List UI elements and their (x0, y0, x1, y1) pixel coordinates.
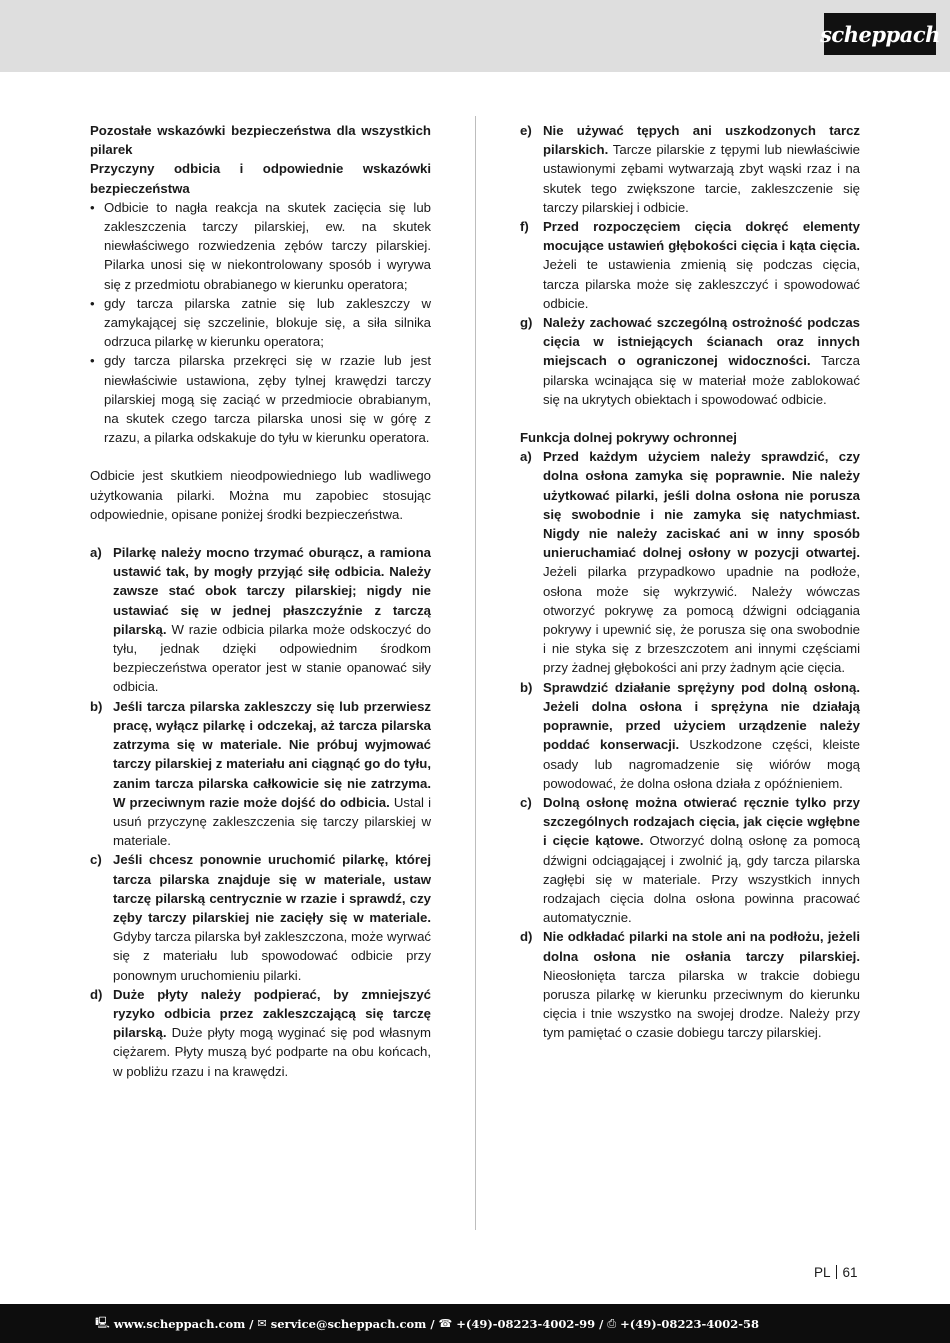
right-column (520, 121, 860, 1043)
language-code: PL (814, 1265, 831, 1280)
list-item: c) Jeśli chcesz ponownie uruchomić pilarkę, której tarcza pilarska znajduje się w materiale, ustaw tarczę pilarską centrycznie w rzazie i sprawdź, czy zęby tarczy pilarskiej nie zacięły się w materiale. Gdyby tarcza pilarska był zakleszczona, może wyrwać się z materiału lub spowodować odbicie przy ponownym uruchomieniu pilarki. (90, 852, 431, 983)
list-item: g) Należy zachować szczególną ostrożność podczas cięcia w istniejących ścianach oraz innych miejscach o ograniczonej widoczności. Tarcza pilarska wcinająca się w materiał może zablokować się na ukrytych obiektach i spowodować odbicie. (520, 315, 860, 407)
bullet-item: • gdy tarcza pilarska przekręci się w rzazie lub jest niewłaściwie ustawiona, zęby tylnej krawędzi tarczy pilarskiej mogą się zaciąć w przedmiocie obrabianym, na skutek czego tarcza pilarska unosi się w górę z rzazu, a pilarka odskakuje do tyłu w kierunku operatora. (90, 351, 431, 447)
list-item: d) Duże płyty należy podpierać, by zmniejszyć ryzyko odbicia przez zakleszczającą się tarczę pilarską. Duże płyty mogą wyginać się pod własnym ciężarem. Płyty muszą być podparte na obu końcach, w pobliżu rzazu i na krawędzi. (90, 986, 431, 1079)
mail-icon: ✉ (257, 1317, 267, 1330)
list-item: e) Nie używać tępych ani uszkodzonych tarcz pilarskich. Tarcze pilarskie z tępymi lub niewłaściwie ustawionymi zębami wytwarzają zbyt wąski rzaz i na skutek tego zwiększone tarcie, zakleszczenie się tarczy pilarskiej i odbicie. (520, 123, 860, 215)
list-item: c) Dolną osłonę można otwierać ręcznie tylko przy szczególnych rodzajach cięcia, jak cięcie wgłębne i cięcie kątowe. Otworzyć dolną osłonę za pomocą dźwigni odciągającej i zwolnić ją, gdy tarcza pilarska zagłębi się w materiale. Przy wszystkich innych rodzajach cięcia dolna osłona powinna pracować automatycznie. (520, 794, 860, 926)
brand-logo: scheppach (824, 13, 936, 55)
footer-email[interactable]: service@scheppach.com / (270, 1316, 435, 1331)
bullet-icon: • (90, 295, 95, 311)
phone-icon: ☎ (438, 1317, 453, 1330)
bullet-item: • gdy tarcza pilarska zatnie się lub zakleszczy w zamykającej się szczelinie, blokuje się, a siła silnika odrzuca pilarkę w kierunku operatora; (90, 294, 431, 352)
list-item: f) Przed rozpoczęciem cięcia dokręć elementy mocujące ustawień głębokości cięcia i kąta cięcia. Jeżeli te ustawienia zmienią się podczas cięcia, tarcza pilarska może się zakleszczyć i spowodować odbicie. (520, 219, 860, 311)
section-heading: Pozostałe wskazówki bezpieczeństwa dla wszystkich pilarek (90, 123, 431, 158)
subsection-heading: Przyczyny odbicia i odpowiednie wskazówki bezpieczeństwa (90, 161, 431, 196)
section-heading: Funkcja dolnej pokrywy ochronnej (520, 430, 737, 446)
bullet-icon: • (90, 199, 95, 215)
fax-icon: ⎙ (607, 1316, 617, 1330)
bullet-icon: • (90, 353, 95, 369)
bullet-item: • Odbicie to nagła reakcja na skutek zacięcia się lub zakleszczenia tarczy pilarskiej, ew. na skutek niewłaściwego rozwiedzenia zębów tarczy pilarskiej. Pilarka unosi się w niekontrolowany sposób i wyrywa się z przedmiotu obrabianego w kierunku operatora; (90, 198, 431, 294)
left-column (90, 121, 431, 1081)
list-item: a) Pilarkę należy mocno trzymać oburącz, a ramiona ustawić tak, by mogły przyjąć siłę odbicia. Należy zawsze stać obok tarczy pilarskiej; nigdy nie ustawiać się w jednej płaszczyźnie z tarczą pilarską. W razie odbicia pilarka może odskoczyć do tyłu, jednak dzięki odpowiednim środkom bezpieczeństwa operator jest w stanie opanować siły odbicia. (90, 545, 431, 695)
column-divider (475, 116, 476, 1230)
list-item: b) Sprawdzić działanie sprężyny pod dolną osłoną. Jeżeli dolna osłona i sprężyna nie działają poprawnie, przed użyciem urządzenie należy poddać konserwacji. Uszkodzone części, kleiste osady lub nagromadzenie się wiórów mogą powodować, że dolna osłona działa z opóźnieniem. (520, 679, 860, 791)
computer-icon: 🖳 (95, 1316, 110, 1329)
footer-phone: +(49)-08223-4002-99 / (456, 1316, 604, 1331)
footer-bar (0, 1304, 950, 1343)
list-item: d) Nie odkładać pilarki na stole ani na podłożu, jeżeli dolna osłona nie osłania tarczy pilarskiej. Nieosłonięta tarcza pilarska w trakcie dobiegu porusza pilarkę w kierunku przeciwnym do kierunku cięcia i tnie wszystko na swojej drodze. Należy przy tym pamiętać o czasie dobiegu tarczy pilarskiej. (520, 929, 860, 1041)
list-item: b) Jeśli tarcza pilarska zakleszczy się lub przerwiesz pracę, wyłącz pilarkę i odczekaj, aż tarcza pilarska zatrzyma się w materiale. Nie próbuj wyjmować tarczy pilarskiej z materiału ani ciągnąć go do tyłu, zanim tarcza pilarska całkowicie się nie zatrzyma. W przeciwnym razie może dojść do odbicia. Ustal i usuń przyczynę zakleszczenia się tarczy pilarskiej w materiale. (90, 698, 431, 849)
page-number (814, 1265, 858, 1280)
body-paragraph: Odbicie jest skutkiem nieodpowiedniego lub wadliwego użytkowania pilarki. Można mu zapobiec stosując odpowiednie, opisane poniżej środki bezpieczeństwa. (90, 468, 431, 522)
page-number-separator (836, 1265, 837, 1279)
footer-website[interactable]: www.scheppach.com / (113, 1316, 254, 1331)
page-number-value: 61 (842, 1265, 858, 1280)
list-item: a) Przed każdym użyciem należy sprawdzić, czy dolna osłona zamyka się poprawnie. Nie należy użytkować pilarki, jeśli dolna osłona nie porusza się swobodnie i nie zamyka się natychmiast. Nigdy nie należy zaciskać ani w inny sposób unieruchamiać dolnej osłony w pozycji otwartej. Jeżeli pilarka przypadkowo upadnie na podłoże, osłona może się wykrzywić. Należy wówczas otworzyć pokrywę za pomocą dźwigni odciągania pokrywy i upewnić się, że porusza się ona swobodnie i nie styka się z brzeszczotem ani innymi częściami przy żadnej głębokości ani przy żadnym ącie cięcia. (520, 449, 860, 676)
header-bar (0, 0, 950, 72)
footer-fax: +(49)-08223-4002-58 (620, 1316, 759, 1331)
